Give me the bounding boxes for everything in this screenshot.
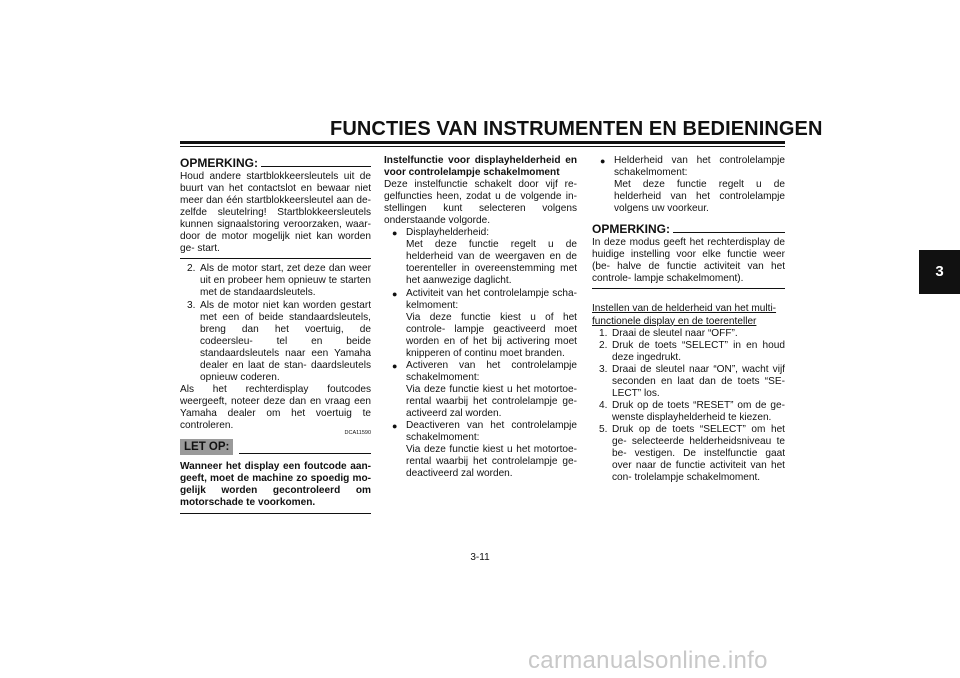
right-column: [592, 155, 785, 484]
list-number: 1.: [599, 327, 608, 339]
numbered-list: [592, 328, 785, 485]
note-heading: [180, 157, 371, 169]
note-title: OPMERKING:: [180, 156, 258, 170]
doc-code: DCA11590: [344, 430, 371, 437]
note-title: OPMERKING:: [592, 222, 670, 237]
bullet-title: Helderheid van het controlelampje schakelmoment:: [614, 155, 785, 179]
note-text: Houd andere startblokkeersleutels uit de buurt van het contactslot en bewaar niet meer dan één startblokkeersleutel aan de- zelfde sleutelring! Startblokkeersleutels kunnen signaalstoring veroorzaken, waar- door de motor mogelijk niet kan worden ge- start.: [180, 171, 371, 255]
middle-column: [384, 155, 577, 480]
list-item: [599, 340, 785, 364]
note-end-rule: [180, 258, 371, 259]
bullet-text: Met deze functie regelt u de helderheid van het controlelampje volgens uw voorkeur.: [614, 179, 785, 215]
caution-text: Wanneer het display een foutcode aan- geeft, moet de machine zo spoedig mo- gelijk worden gecontroleerd om motorschade te voorkomen.: [180, 461, 371, 509]
list-item: [187, 300, 371, 384]
list-number: 4.: [599, 399, 608, 411]
list-item: [599, 364, 785, 400]
list-item: [599, 424, 785, 484]
list-number: 2.: [599, 339, 608, 351]
paragraph: Deze instelfunctie schakelt door vijf re- gelfuncties heen, zodat u de volgende in- stellingen kunt selecteren volgens onderstaande volgorde.: [384, 179, 577, 227]
list-number: 5.: [599, 423, 608, 435]
page-number: 3-11: [470, 552, 490, 563]
bullet-title: Activiteit van het controlelampje scha- kelmoment:: [406, 287, 577, 311]
bullet-text: Via deze functie kiest u of het controle- lampje geactiveerd moet worden en of het bij activering moet knipperen of continu moet branden.: [406, 311, 577, 359]
list-item: [599, 400, 785, 424]
caution-heading: [180, 439, 371, 455]
list-text: Draai de sleutel naar “ON”, wacht vijf seconden en laat dan de toets “SE- LECT” los.: [612, 363, 785, 399]
list-text: Als de motor start, zet deze dan weer uit en probeer hem opnieuw te starten met de standaardsleutels.: [200, 263, 371, 299]
caution-label: LET OP:: [180, 439, 233, 455]
caution-heading-rule: [239, 453, 371, 454]
caution-end-rule: [180, 513, 371, 514]
bullet-text: Via deze functie kiest u het motortoe- rental waarbij het controlelampje ge- deactiveerd zal worden.: [406, 444, 577, 480]
chapter-tab: 3: [919, 250, 960, 294]
bullet-title: Displayhelderheid:: [406, 227, 490, 239]
bullet-text: Via deze functie kiest u het motortoe- rental waarbij het controlelampje ge- activeerd zal worden.: [406, 383, 577, 419]
header-rule-thin: [180, 146, 785, 147]
header-rule: [180, 141, 785, 144]
list-item: [384, 420, 577, 480]
list-text: Druk op de toets “RESET” om de ge- wenste displayhelderheid te kiezen.: [612, 399, 785, 423]
watermark: carmanualsonline.info: [528, 647, 768, 674]
bullet-text: Met deze functie regelt u de helderheid van de weergaven en de toerenteller in overeenstemming met het aanwezige daglicht.: [406, 239, 577, 287]
bullet-icon: ●: [392, 421, 398, 432]
bullet-icon: ●: [600, 156, 606, 166]
numbered-list: [180, 263, 371, 383]
note-heading-rule: [261, 166, 371, 167]
left-column: [180, 157, 371, 514]
list-text: Druk de toets “SELECT” in en houd deze ingedrukt.: [612, 339, 785, 363]
paragraph: Als het rechterdisplay foutcodes weergeeft, noteer deze dan en vraag een Yamaha dealer om het voertuig te controleren.: [180, 383, 371, 431]
list-number: 2.: [187, 263, 196, 275]
note-heading-rule: [673, 232, 785, 233]
bullet-icon: ●: [392, 228, 398, 239]
list-item: [384, 227, 577, 287]
list-number: 3.: [187, 299, 196, 311]
list-item: [384, 288, 577, 360]
list-text: Als de motor niet kan worden gestart met een of beide standaardsleutels, breng dan het voertuig, de codeersleu- tel en beide standaardsleutels naar een Yamaha dealer en laat de stan- daardsleutels opnieuw coderen.: [200, 299, 371, 383]
bullet-icon: ●: [392, 360, 398, 371]
note-end-rule: [592, 288, 785, 289]
list-text: Draai de sleutel naar “OFF”.: [612, 327, 738, 339]
bullet-icon: ●: [392, 288, 398, 299]
note-heading: [592, 223, 785, 235]
list-item: [384, 360, 577, 420]
bullet-title: Deactiveren van het controlelampje schakelmoment:: [406, 420, 577, 444]
page-header-title: FUNCTIES VAN INSTRUMENTEN EN BEDIENINGEN: [330, 118, 823, 140]
note-text: In deze modus geeft het rechterdisplay de huidige instelling voor elke functie weer (be- halve de functie activiteit van het controle- lampje schakelmoment).: [592, 237, 785, 285]
section-heading: Instelfunctie voor displayhelderheid en voor controlelampje schakelmoment: [384, 155, 577, 179]
list-item: [599, 328, 785, 340]
list-number: 3.: [599, 363, 608, 375]
bullet-title: Activeren van het controlelampje schakelmoment:: [406, 359, 577, 383]
sub-heading: Instellen van de helderheid van het multi- functionele display en de toerenteller: [592, 303, 777, 327]
list-item: [187, 263, 371, 299]
list-item: [592, 155, 785, 215]
list-text: Druk op de toets “SELECT” om het ge- selecteerde helderheidsniveau te be- vestigen. De instelfunctie gaat over naar de functie activiteit van het con- trolelampje schakelmoment.: [612, 423, 785, 484]
